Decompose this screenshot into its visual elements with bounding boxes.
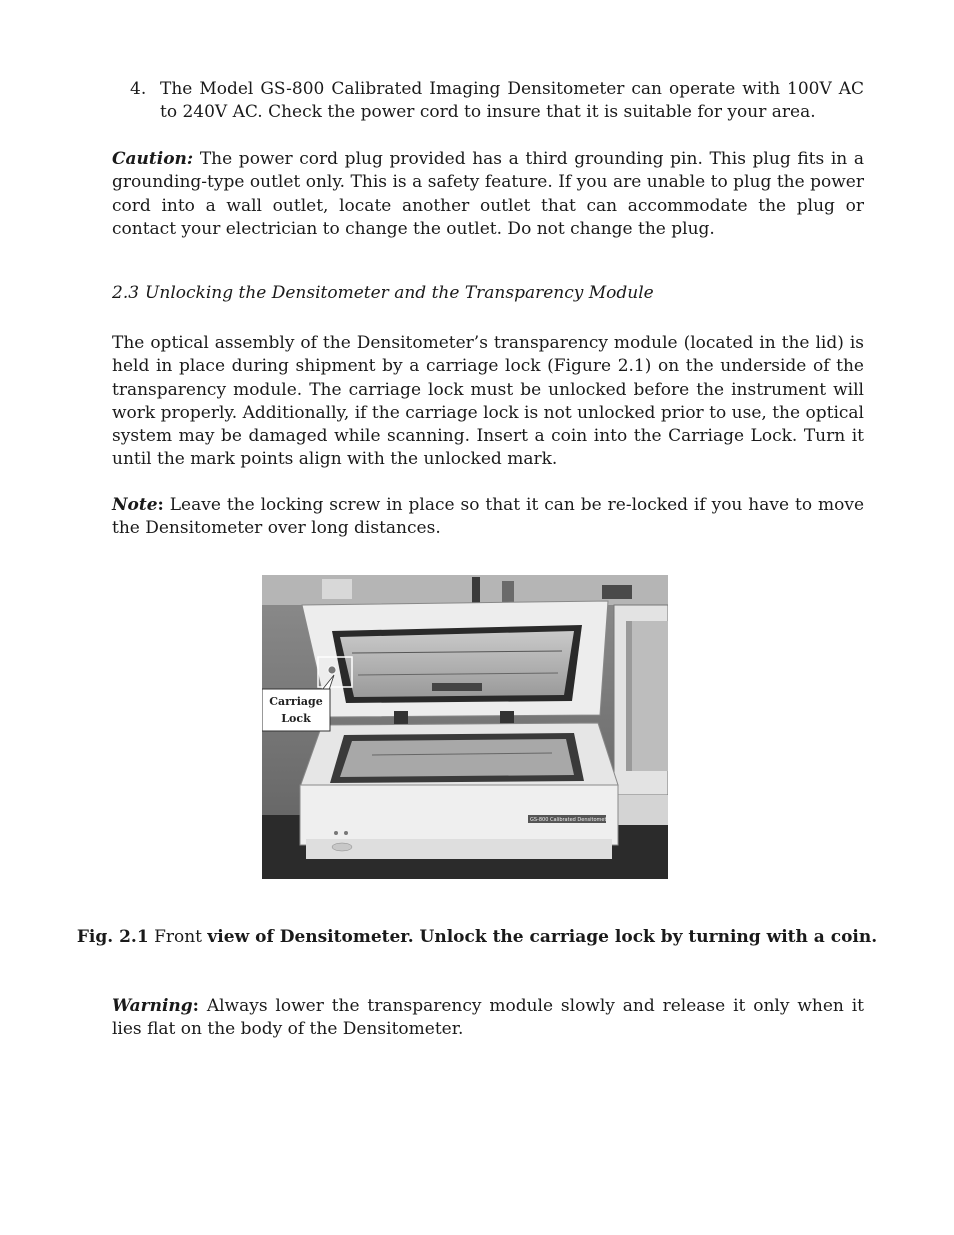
caution-text: The power cord plug provided has a third grounding pin. This plug fits in a grounding-type outlet only. This is a safety feature. If you are unable to plug the power cord into a wall outlet, locate another outlet that can accommodate the plug or contact your electrician to change the outlet. Do not change the plug. — [112, 149, 864, 239]
body-paragraph: The optical assembly of the Densitometer’s transparency module (located in the lid) is held in place during shipment by a carriage lock (Figure 2.1) on the underside of the transparency module. The carriage lock must be unlocked before the instrument will work properly. Additionally, if the carriage lock is not unlocked prior to use, the optical system may be damaged while scanning. Insert a coin into the Carriage Lock. Turn it until the mark points align with the unlocked mark. — [112, 333, 864, 470]
warning-colon: : — [192, 996, 199, 1016]
note-paragraph — [112, 494, 864, 541]
caption-plain: Front — [148, 927, 208, 947]
note-text: Leave the locking screw in place so that it can be re-locked if you have to move the Densitometer over long distances. — [112, 495, 864, 539]
caution-label: Caution: — [112, 149, 194, 169]
note-label: Note — [112, 495, 158, 515]
note-colon: : — [157, 495, 164, 515]
caption-fig-number: Fig. 2.1 — [76, 927, 149, 947]
section-number: 2.3 — [112, 283, 140, 303]
caption-text: view of Densitometer. Unlock the carriage lock by turning with a coin. — [207, 927, 878, 947]
section-heading — [112, 282, 654, 305]
list-item-4 — [130, 78, 864, 125]
caution-paragraph — [112, 148, 864, 241]
list-number: 4. — [130, 79, 147, 99]
callout-line-2: Lock — [281, 712, 311, 725]
list-item-text: The Model GS-800 Calibrated Imaging Densitometer can operate with 100V AC to 240V AC. Check the power cord to insure that it is suitable for your area. — [160, 79, 864, 123]
densitometer-illustration — [262, 575, 668, 879]
figure-caption — [0, 926, 954, 949]
callout-line-1: Carriage — [269, 695, 323, 708]
device-label: GS-800 Calibrated Densitometer — [530, 817, 612, 823]
section-title: Unlocking the Densitometer and the Transparency Module — [145, 283, 654, 303]
warning-label: Warning — [112, 996, 193, 1016]
densitometer-photo — [262, 575, 668, 879]
warning-text: Always lower the transparency module slowly and release it only when it lies flat on the body of the Densitometer. — [112, 996, 864, 1040]
warning-paragraph — [112, 995, 864, 1042]
